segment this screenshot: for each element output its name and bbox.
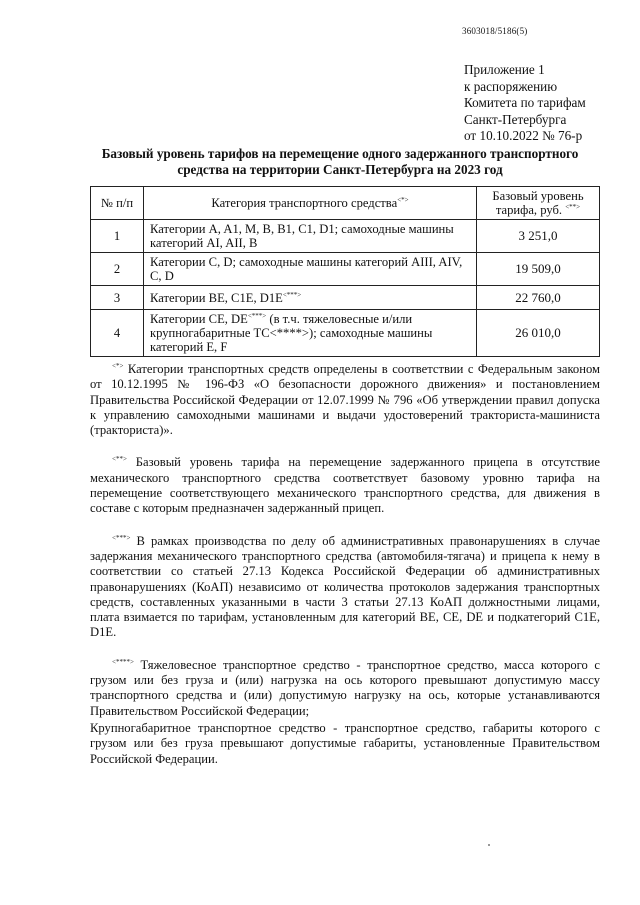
footnote-text: В рамках производства по делу об административных правонарушениях в случае задержания механического транспортного средства (автомобиля-тягача) и прицепа к нему в соответствии со статьей 27.13 Кодекса Российской Федерации об административных правонарушениях (КоАП) независимо от количества протоколов задержания транспортных средств, составленных указанными в части 3 статьи 27.13 КоАП должностными лицами, плата взимается по тарифам, установленным для категорий BE, CE, DE и подкатегорий C1E, D1E. bbox=[90, 533, 600, 640]
row-category-tail: (в т.ч. тяжеловесные и/или крупногабаритные ТС<****>); самоходные машины категорий E, F bbox=[150, 312, 433, 354]
footnote-1 bbox=[90, 362, 600, 438]
footnote-mark: <*> bbox=[112, 361, 124, 370]
header-num: № п/п bbox=[91, 187, 144, 220]
row-num: 2 bbox=[91, 253, 144, 286]
document-number: 3603018/5186(5) bbox=[462, 26, 528, 36]
footnote-text: Тяжеловесное транспортное средство - транспортное средство, масса которого с грузом или без груза и (или) нагрузка на ось которого превышают допустимую массу транспортного средства и (или) допустимую нагрузку на ось, которые устанавливаются Правительством Российской Федерации; bbox=[90, 657, 600, 718]
row-category bbox=[144, 220, 477, 253]
table-header-row bbox=[91, 187, 600, 220]
footnotes bbox=[90, 362, 600, 767]
row-value: 22 760,0 bbox=[477, 286, 600, 310]
row-category-text: Категории C, D; самоходные машины категорий AIII, AIV, C, D bbox=[150, 255, 463, 283]
header-value bbox=[477, 187, 600, 220]
header-value-unit: тарифа, руб. bbox=[495, 203, 563, 217]
table-row bbox=[91, 286, 600, 310]
row-num: 1 bbox=[91, 220, 144, 253]
footnote-mark: <***> bbox=[282, 290, 302, 299]
row-category bbox=[144, 286, 477, 310]
row-category bbox=[144, 253, 477, 286]
footnote-2 bbox=[90, 455, 600, 516]
appendix-block bbox=[464, 62, 586, 145]
appendix-line: Приложение 1 bbox=[464, 62, 545, 77]
footnote-mark: <*> bbox=[397, 195, 409, 204]
appendix-line: Санкт-Петербурга bbox=[464, 111, 567, 127]
footnote-5 bbox=[90, 721, 600, 767]
footnote-mark: <**> bbox=[565, 202, 581, 211]
appendix-line: к распоряжению bbox=[464, 78, 558, 94]
row-category-text: Категории CE, DE bbox=[150, 312, 248, 326]
table-row bbox=[91, 253, 600, 286]
footnote-mark: <**> bbox=[112, 455, 127, 464]
table-row bbox=[91, 220, 600, 253]
appendix-line: от 10.10.2022 № 76-р bbox=[464, 128, 583, 143]
header-category bbox=[144, 187, 477, 220]
row-num: 4 bbox=[91, 310, 144, 357]
footnote-4 bbox=[90, 658, 600, 719]
footnote-text: Категории транспортных средств определены в соответствии с Федеральным законом от 10.12.1995 № 196-ФЗ «О безопасности дорожного движения» и постановлением Правительства Российской Федерации от 12.07.1999 № 796 «Об утверждении правил допуска к управлению самоходными машинами и выдачи удостоверений тракториста-машиниста (тракториста)». bbox=[90, 362, 600, 438]
row-category bbox=[144, 310, 477, 357]
title-line: Базовый уровень тарифов на перемещение одного задержанного транспортного bbox=[101, 146, 579, 161]
row-category-text: Категории A, A1, M, B, B1, C1, D1; самоходные машины категорий AI, AII, B bbox=[150, 222, 454, 250]
row-num: 3 bbox=[91, 286, 144, 310]
row-value: 26 010,0 bbox=[477, 310, 600, 357]
footnote-mark: <***> bbox=[112, 533, 131, 542]
row-category-text: Категории BE, C1E, D1E bbox=[150, 290, 283, 305]
tariff-table bbox=[90, 186, 600, 357]
footnote-mark: <****> bbox=[112, 657, 134, 666]
header-value-line bbox=[480, 203, 596, 217]
appendix-line: Комитета по тарифам bbox=[464, 95, 586, 110]
scan-speck bbox=[488, 844, 490, 846]
row-value: 19 509,0 bbox=[477, 253, 600, 286]
footnote-3 bbox=[90, 534, 600, 641]
header-category-label: Категория транспортного средства bbox=[211, 196, 398, 210]
title-line: средства на территории Санкт-Петербурга на 2023 год bbox=[177, 162, 503, 177]
document-title bbox=[90, 146, 590, 178]
footnote-mark: <***> bbox=[247, 311, 267, 320]
row-value: 3 251,0 bbox=[477, 220, 600, 253]
footnote-text: Базовый уровень тарифа на перемещение задержанного прицепа в отсутствие механического транспортного средства соответствует базовому уровню тарифа на перемещение соответствующего механического транспортного средства, для движения в составе с которым предназначен задержанный прицеп. bbox=[90, 455, 600, 516]
table-row bbox=[91, 310, 600, 357]
header-value-line: Базовый уровень bbox=[492, 189, 584, 203]
footnote-text: Крупногабаритное транспортное средство - транспортное средство, габариты которого с грузом или без груза превышают допустимые габариты, установленные Правительством Российской Федерации. bbox=[90, 720, 600, 766]
